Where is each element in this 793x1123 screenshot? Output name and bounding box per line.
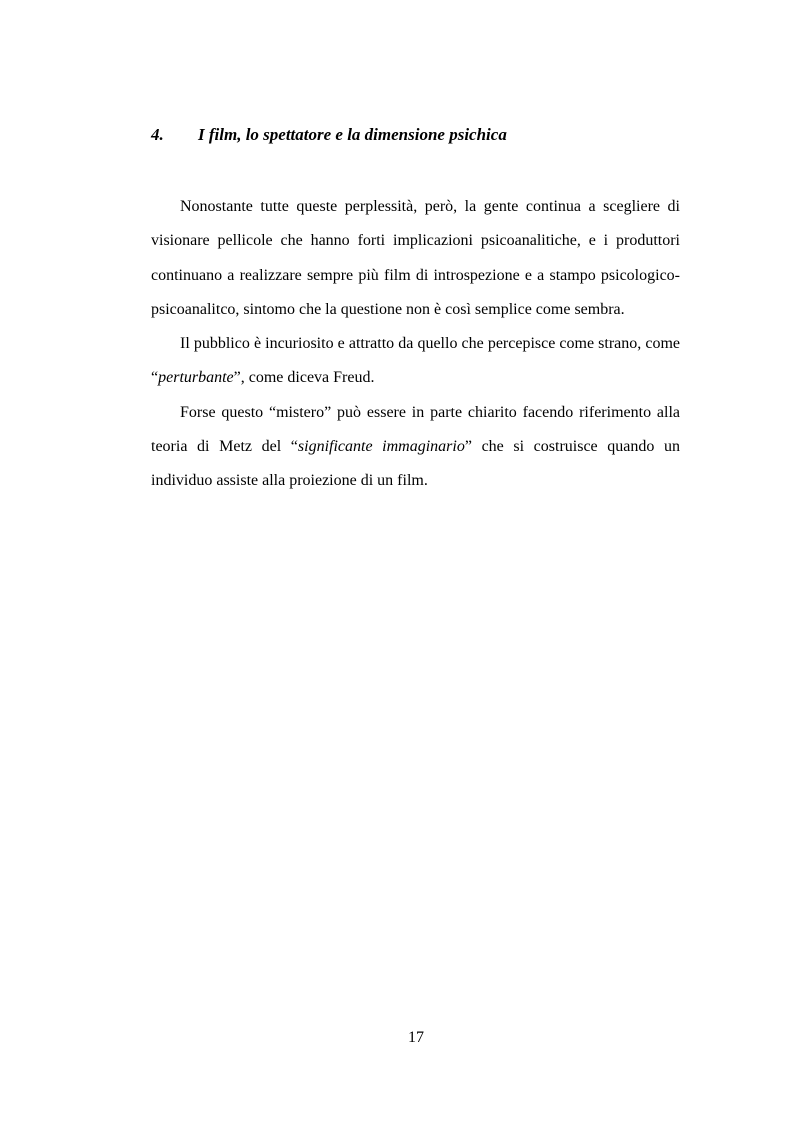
page-number: 17 xyxy=(408,1029,424,1046)
paragraph-1-text: Nonostante tutte queste perplessità, però, la gente continua a scegliere di visionare pellicole che hanno forti implicazioni psicoanalitiche, e i produttori continuano a realizzare sempre più film di introspezione e a stampo psicologico-psicoanalitco, sintomo che la questione non è così semplice come sembra. xyxy=(151,198,680,318)
body-text xyxy=(151,190,680,499)
paragraph-3 xyxy=(151,396,680,499)
section-number: 4. xyxy=(151,125,164,144)
paragraph-2-text-before: Il pubblico è incuriosito e attratto da quello che percepisce come strano, come “ xyxy=(151,335,680,387)
paragraph-1 xyxy=(151,190,680,327)
paragraph-3-text-before: Forse questo “mistero” può essere in parte chiarito facendo riferimento alla teoria di Metz del “ xyxy=(151,403,680,456)
paragraph-2-text-after: ”, come diceva Freud. xyxy=(233,369,375,387)
section-title: I film, lo spettatore e la dimensione psichica xyxy=(198,125,507,144)
paragraph-2-italic-term: perturbante xyxy=(158,369,234,387)
paragraph-3-italic-term: significante immaginario xyxy=(297,438,465,456)
section-heading xyxy=(151,124,691,146)
paragraph-3-text-after: ” che si costruisce quando un individuo assiste alla proiezione di un film. xyxy=(151,438,681,490)
paragraph-2 xyxy=(151,327,680,396)
